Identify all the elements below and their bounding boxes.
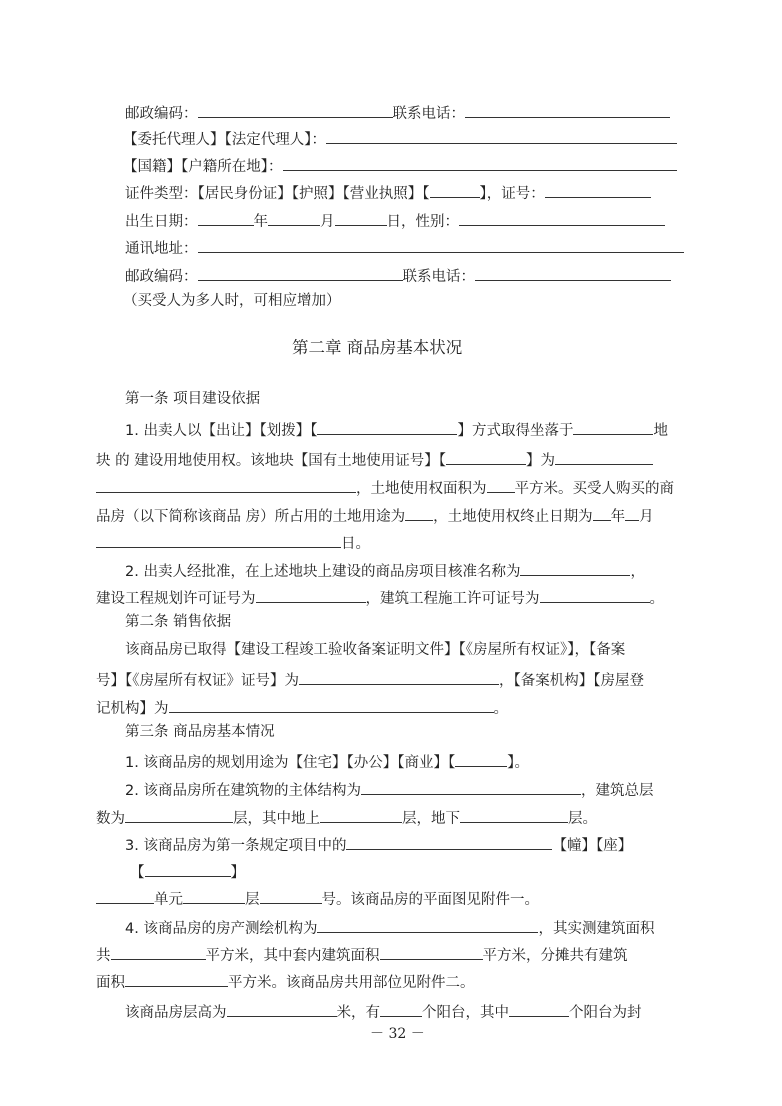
planned-use-other-field[interactable] <box>455 750 507 767</box>
article-3-title: 第三条 商品房基本情况 <box>125 724 275 740</box>
article-1-title: 第一条 项目建设依据 <box>125 391 261 407</box>
gender-field[interactable] <box>459 209 665 226</box>
floor-field[interactable] <box>183 887 245 904</box>
room-number-field[interactable] <box>260 887 322 904</box>
article-3-item2-line2: 数为 层，其中地上 层，地下 层。 <box>96 806 597 829</box>
land-location-field[interactable] <box>573 418 653 435</box>
record-authority-field[interactable] <box>169 696 494 713</box>
birth-day-field[interactable] <box>335 209 387 226</box>
article-3-item2-line1: 2. 该商品房所在建筑物的主体结构为 ，建筑总层 <box>125 778 653 801</box>
contact-phone-field-1[interactable] <box>465 101 670 118</box>
land-acquisition-method-field[interactable] <box>317 418 457 435</box>
article-1-p1-line4: 品房（以下简称该商品 房）所占用的土地用途为 ，土地使用权终止日期为 年 月 <box>96 504 654 527</box>
article-1-p1-line3: ，土地使用权面积为 平方米。买受人购买的商 <box>96 476 674 499</box>
postal-code-field-2[interactable] <box>198 264 403 281</box>
article-2-line3: 记机构】为 。 <box>96 696 508 719</box>
land-end-month-field[interactable] <box>625 504 639 521</box>
article-3-item5-line1: 该商品房层高为 米，有 个阳台，其中 个阳台为封 <box>125 1000 642 1023</box>
article-1-p2-line2: 建设工程规划许可证号为 ，建筑工程施工许可证号为 。 <box>96 586 664 609</box>
postal-code-field-1[interactable] <box>198 101 393 118</box>
shared-area-field[interactable] <box>125 970 228 987</box>
agent-field[interactable] <box>326 127 677 144</box>
article-2-title: 第二条 销售依据 <box>125 614 232 630</box>
article-3-item3-line3: 单元 层 号。该商品房的平面图见附件一。 <box>96 887 539 910</box>
postal-code-line-1: 邮政编码： 联系电话： <box>125 101 670 124</box>
floor-height-field[interactable] <box>227 1000 337 1017</box>
construction-permit-field[interactable] <box>540 586 650 603</box>
postal-code-line-2: 邮政编码： 联系电话： <box>125 264 671 287</box>
land-end-year-field[interactable] <box>593 504 611 521</box>
multiple-buyers-note: （买受人为多人时，可相应增加） <box>123 293 341 309</box>
land-cert-type-field[interactable] <box>446 448 526 465</box>
article-3-item3-line1: 3. 该商品房为第一条规定项目中的 【幢】【座】 <box>125 833 632 856</box>
article-2-line2: 号】【《房屋所有权证》证号】为 ，【备案机构】【房屋登 <box>96 668 644 691</box>
birth-year-field[interactable] <box>198 209 254 226</box>
record-number-field[interactable] <box>299 668 499 685</box>
article-1-p1-line2: 块 的 建设用地使用权。该地块【国有土地使用证号】【 】为 <box>96 448 653 471</box>
below-ground-floors-field[interactable] <box>460 806 568 823</box>
id-type-other-field[interactable] <box>430 181 480 198</box>
address-line: 通讯地址： <box>125 236 684 259</box>
page-number: － 32 － <box>370 1026 425 1042</box>
building-unit-other-field[interactable] <box>145 860 231 877</box>
article-2-line1: 该商品房已取得【建设工程竣工验收备案证明文件】【《房屋所有权证》】，【备案 <box>125 642 626 658</box>
contact-phone-field-2[interactable] <box>475 264 671 281</box>
birth-month-field[interactable] <box>268 209 320 226</box>
nationality-line: 【国籍】【户籍所在地】： <box>123 154 677 177</box>
interior-area-field[interactable] <box>380 943 483 960</box>
article-3-item1: 1. 该商品房的规划用途为【住宅】【办公】【商业】【 】。 <box>125 750 529 773</box>
enclosed-balcony-field[interactable] <box>509 1000 569 1017</box>
article-3-item4-line1: 4. 该商品房的房产测绘机构为 ，其实测建筑面积 <box>125 916 654 939</box>
land-area-field[interactable] <box>487 476 515 493</box>
address-field[interactable] <box>198 236 684 253</box>
total-floors-field[interactable] <box>125 806 233 823</box>
planning-permit-field[interactable] <box>256 586 366 603</box>
article-3-item4-line3: 面积 平方米。该商品房共用部位见附件二。 <box>96 970 475 993</box>
id-type-line: 证件类型：【居民身份证】【护照】【营业执照】【 】，证号： <box>125 181 651 204</box>
birth-date-line: 出生日期： 年 月 日，性别： <box>125 209 665 232</box>
unit-field[interactable] <box>96 887 154 904</box>
article-1-p1-line5: 日。 <box>96 531 370 554</box>
balcony-count-field[interactable] <box>380 1000 422 1017</box>
id-number-field[interactable] <box>545 181 651 198</box>
land-cert-number-cont-field[interactable] <box>96 476 356 493</box>
project-name-field[interactable] <box>520 559 630 576</box>
agent-line: 【委托代理人】【法定代理人】： <box>123 127 677 150</box>
article-3-item3-line2: 【 】 <box>130 860 245 883</box>
article-3-item4-line2: 共 平方米，其中套内建筑面积 平方米，分摊共有建筑 <box>96 943 628 966</box>
article-1-p1-line1: 1. 出卖人以【出让】【划拨】【 】方式取得坐落于 地 <box>125 418 668 441</box>
nationality-field[interactable] <box>283 154 677 171</box>
surveying-agency-field[interactable] <box>317 916 538 933</box>
building-number-field[interactable] <box>346 833 552 850</box>
land-use-field[interactable] <box>405 504 433 521</box>
chapter-title: 第二章 商品房基本状况 <box>292 338 463 357</box>
above-ground-floors-field[interactable] <box>320 806 402 823</box>
main-structure-field[interactable] <box>361 778 581 795</box>
land-cert-number-field[interactable] <box>555 448 653 465</box>
building-area-field[interactable] <box>111 943 206 960</box>
article-1-p2-line1: 2. 出卖人经批准，在上述地块上建设的商品房项目核准名称为 ， <box>125 559 645 582</box>
land-end-day-field[interactable] <box>96 531 341 548</box>
